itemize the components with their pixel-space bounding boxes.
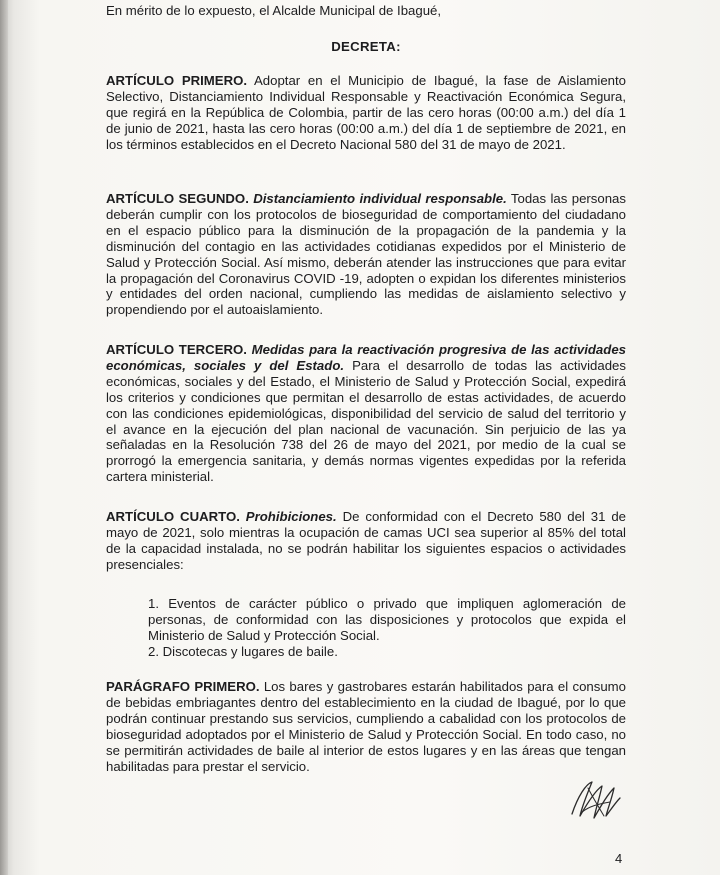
article-title: Distanciamiento individual responsable.	[248, 191, 507, 206]
page-edge-shadow	[0, 0, 8, 875]
article-text: Todas las personas deberán cumplir con los protocolos de bioseguridad de comportamiento del ciudadano en el espacio público para la disminución de la propagación de la pandemia y la disminución del contagio en las actividades cotidianas expedidos por el Ministerio de Salud y Protección Social. Así mismo, deberán atender las instrucciones que para evitar la propagación del Coronavirus COVID -19, adopten o expidan los diferentes ministerios y entidades del orden nacional, cumpliendo las medidas de aislamiento selectivo y propendiendo por el autoaislamiento.	[106, 191, 626, 318]
intro-line: En mérito de lo expuesto, el Alcalde Municipal de Ibagué,	[106, 3, 442, 18]
article-text: De conformidad con el Decreto 580 del 31 de mayo de 2021, solo mientras la ocupación de camas UCI sea superior al 85% del total de la capacidad instalada, no se podrán habilitar los siguientes espacios o actividades presenciales:	[106, 509, 627, 572]
article-lead: ARTÍCULO TERCERO.	[106, 342, 247, 357]
article-title: Medidas para la reactivación progresiva de las actividades económicas, sociales y del Estado.	[106, 342, 626, 373]
paragraph-text: Los bares y gastrobares estarán habilitados para el consumo de bebidas embriagantes dentro del establecimiento en la ciudad de Ibagué, por lo que podrán continuar prestando sus servicios, cumpliendo a cabalidad con los protocolos de bioseguridad adoptados por el Ministerio de Salud y Protección Social. En todo caso, no se permitirán actividades de baile al interior de estos lugares y en las áreas que tengan habilitadas para prestar el servicio.	[106, 679, 626, 774]
article-lead: ARTÍCULO SEGUNDO.	[106, 191, 249, 206]
handwritten-signature-icon	[568, 776, 624, 822]
article-segundo	[106, 191, 626, 318]
list-item: 1. Eventos de carácter público o privado que impliquen aglomeración de personas, de conformidad con las disposiciones y protocolos que expida el Ministerio de Salud y Protección Social.	[148, 596, 626, 643]
page-number: 4	[615, 851, 623, 866]
prohibitions-list	[148, 596, 626, 660]
article-cuarto	[106, 509, 626, 573]
paragrafo-primero	[106, 679, 626, 774]
article-text: Para el desarrollo de todas las actividades económicas, sociales y del Estado, el Ministerio de Salud y Protección Social, expedirá los criterios y condiciones que permitan el desarrollo de estas actividades, de acuerdo con las condiciones epidemiológicas, disponibilidad del servicio de salud del territorio y el avance en la ejecución del plan nacional de vacunación. Sin perjuicio de las ya señaladas en la Resolución 738 del 26 de mayo del 2021, por medio de la cual se prorrogó la emergencia sanitaria, y demás normas vigentes expedidas por la referida cartera ministerial.	[106, 357, 626, 485]
article-primero	[106, 73, 626, 153]
article-tercero	[106, 342, 626, 485]
decreta-heading: DECRETA:	[331, 39, 401, 54]
article-title: Prohibiciones.	[239, 509, 337, 524]
article-text: Adoptar en el Municipio de Ibagué, la fase de Aislamiento Selectivo, Distanciamiento Individual Responsable y Reactivación Económica Segura, que regirá en la República de Colombia, partir de las cero horas (00:00 a.m.) del día 1 de junio de 2021, hasta las cero horas (00:00 a.m.) del día 1 de septiembre de 2021, en los términos establecidos en el Decreto Nacional 580 del 31 de mayo de 2021.	[106, 73, 626, 152]
article-lead: ARTÍCULO PRIMERO.	[106, 73, 248, 88]
article-lead: ARTÍCULO CUARTO.	[106, 509, 240, 524]
paragraph-lead: PARÁGRAFO PRIMERO.	[106, 679, 260, 694]
list-item: 2. Discotecas y lugares de baile.	[148, 643, 338, 659]
